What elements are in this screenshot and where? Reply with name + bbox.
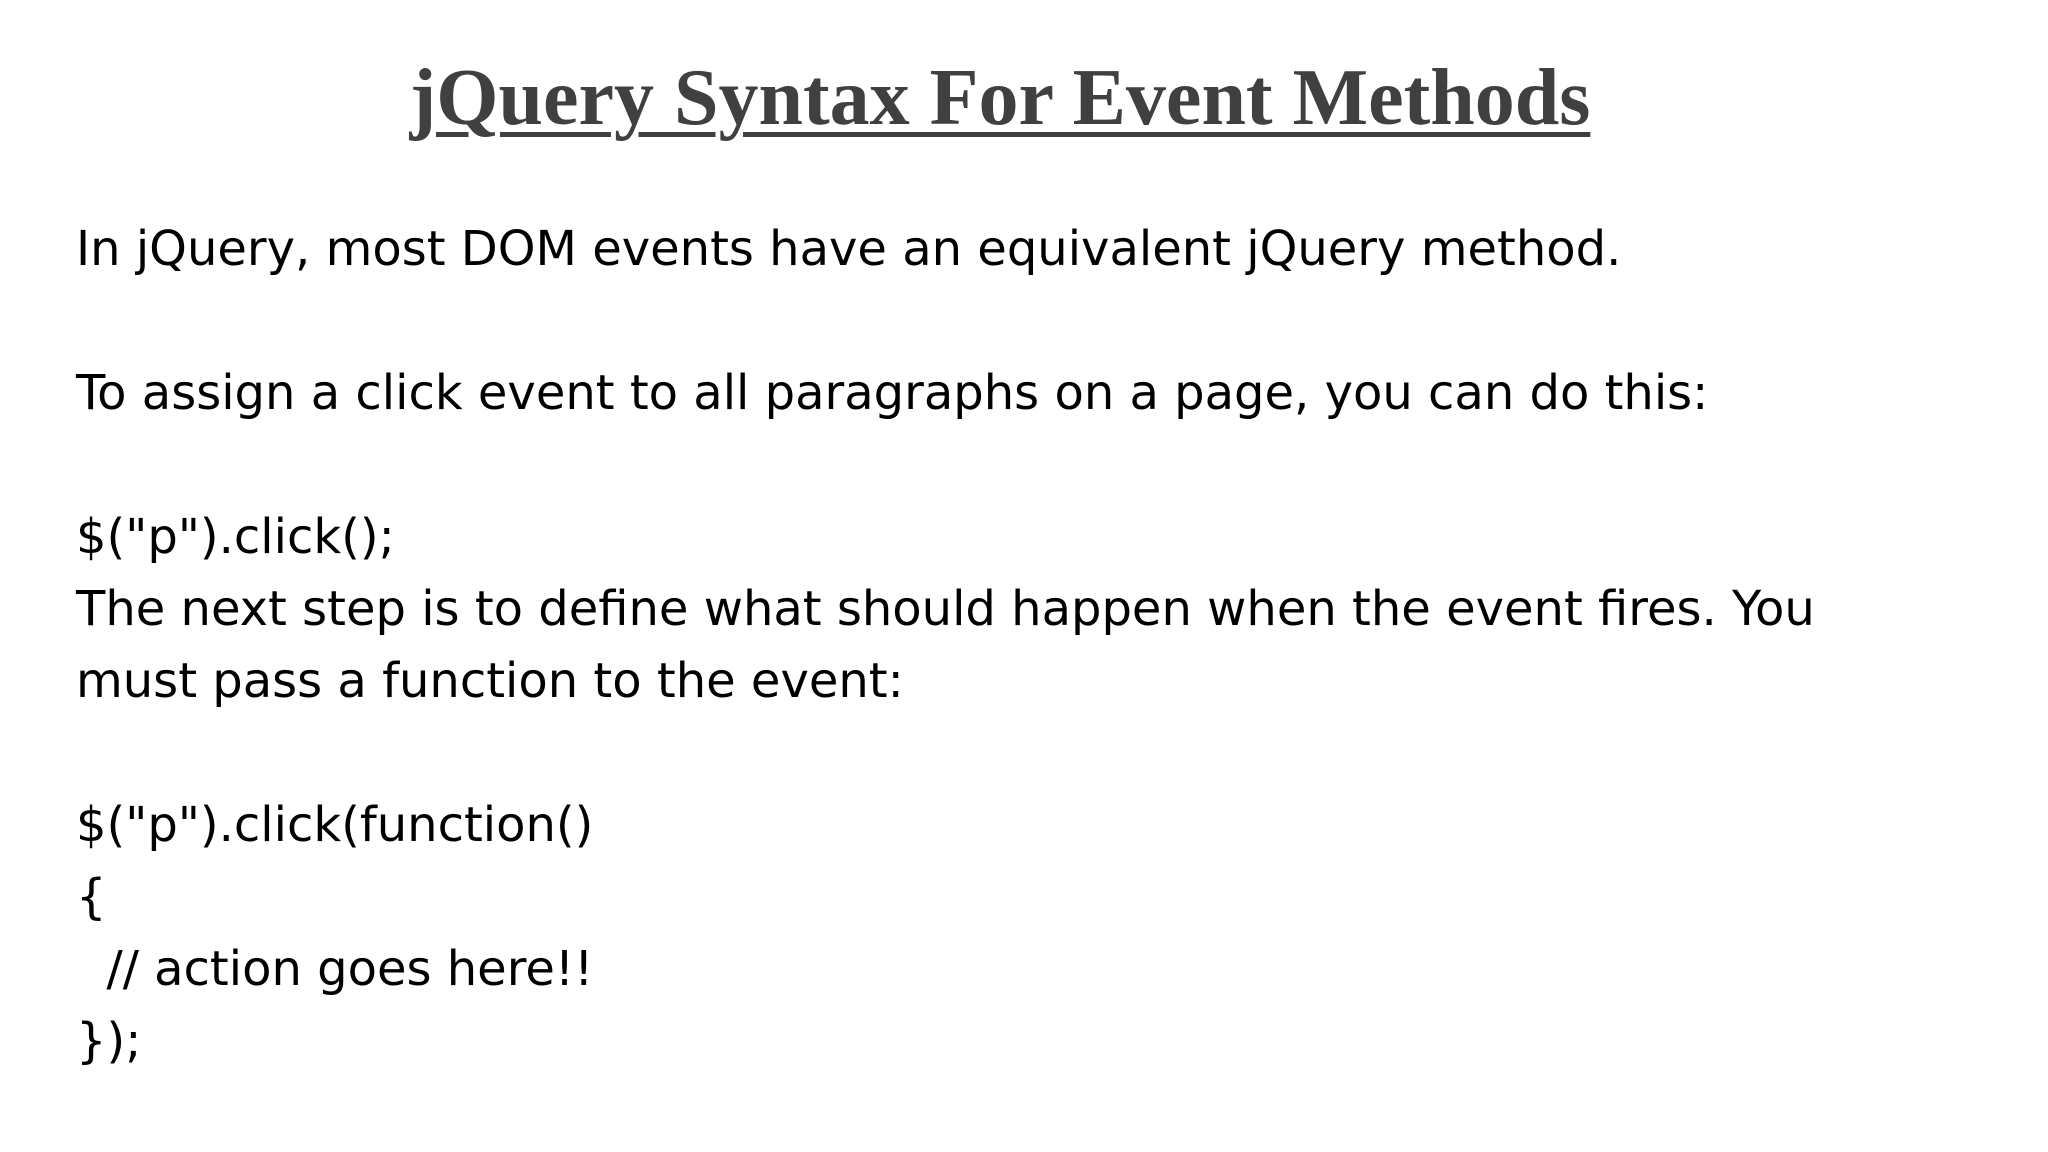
- blank-line: [76, 717, 1976, 789]
- paragraph-next-step-line-2: must pass a function to the event:: [76, 653, 904, 709]
- paragraph-dom-events: In jQuery, most DOM events have an equivalent jQuery method.: [76, 221, 1622, 277]
- slide-body: [76, 213, 1976, 1077]
- code-function-line-2: {: [76, 869, 107, 925]
- blank-line: [76, 429, 1976, 501]
- code-function-line-1: $("p").click(function(): [76, 797, 594, 853]
- paragraph-assign-click: To assign a click event to all paragraphs on a page, you can do this:: [76, 365, 1709, 421]
- slide-title: [0, 48, 2000, 148]
- paragraph-next-step-line-1: The next step is to define what should happen when the event fires. You: [76, 581, 1815, 637]
- code-click-call: $("p").click();: [76, 509, 395, 565]
- code-function-line-4: });: [76, 1013, 142, 1069]
- slide-title-text: jQuery Syntax For Event Methods: [409, 54, 1591, 142]
- blank-line: [76, 285, 1976, 357]
- code-function-line-3: // action goes here!!: [76, 941, 594, 997]
